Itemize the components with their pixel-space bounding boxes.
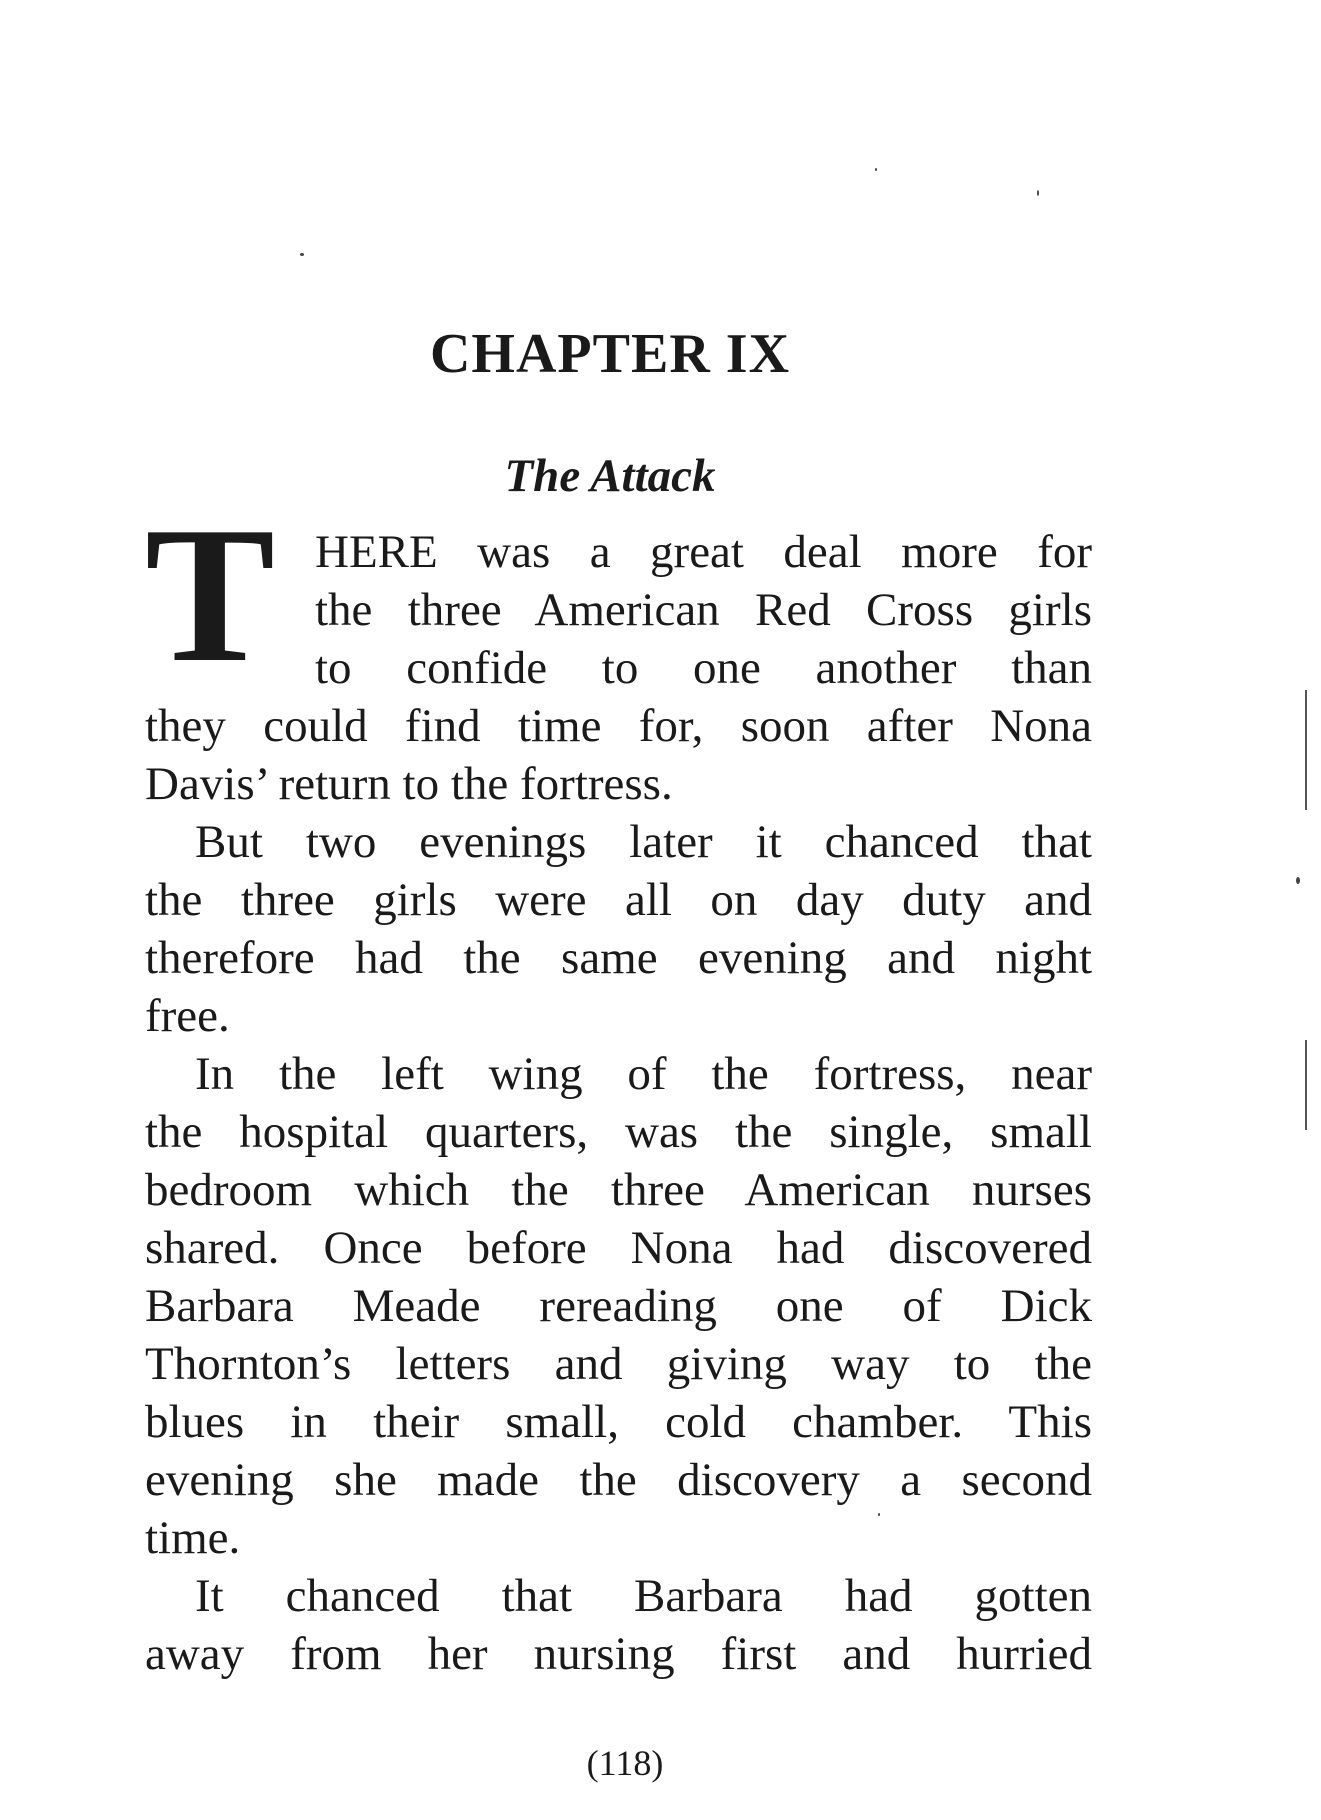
paragraph — [145, 1045, 1092, 1567]
text-line: But two evenings later it chanced that — [195, 816, 1092, 868]
scan-edge-mark — [1305, 690, 1307, 810]
text-line: It chanced that Barbara had gotten — [195, 1570, 1092, 1622]
scan-speck — [875, 168, 877, 171]
chapter-heading: CHAPTER IX — [429, 322, 791, 385]
text-line: therefore had the same evening and night — [145, 932, 1092, 984]
scan-speck — [1037, 190, 1039, 196]
text-line: blues in their small, cold chamber. This — [145, 1396, 1092, 1448]
paragraph — [145, 813, 1092, 1045]
page-number: (118) — [586, 1743, 664, 1783]
text-line: free. — [145, 990, 230, 1042]
scan-edge-mark — [1305, 1040, 1307, 1130]
text-line: the three girls were all on day duty and — [145, 874, 1092, 926]
drop-cap: T — [145, 487, 276, 703]
scan-speck — [878, 1513, 880, 1516]
text-line: the three American Red Cross girls — [315, 584, 1092, 636]
text-line: the hospital quarters, was the single, small — [145, 1106, 1092, 1158]
scan-speck — [1296, 877, 1300, 884]
text-line: Thornton’s letters and giving way to the — [145, 1338, 1092, 1390]
text-line: HERE was a great deal more for — [315, 526, 1092, 578]
text-line: away from her nursing first and hurried — [145, 1628, 1092, 1680]
text-line: Davis’ return to the fortress. — [145, 758, 673, 810]
text-line: In the left wing of the fortress, near — [195, 1048, 1092, 1100]
text-line: they could find time for, soon after Nona — [145, 700, 1092, 752]
paragraph — [145, 523, 1092, 813]
text-line: shared. Once before Nona had discovered — [145, 1222, 1092, 1274]
body-text — [145, 523, 1092, 1683]
text-line: Barbara Meade rereading one of Dick — [145, 1280, 1092, 1332]
text-line: bedroom which the three American nurses — [145, 1164, 1092, 1216]
text-line: time. — [145, 1512, 241, 1564]
scan-speck — [300, 253, 304, 256]
chapter-subtitle: The Attack — [504, 450, 716, 502]
paragraph — [145, 1567, 1092, 1683]
text-line: evening she made the discovery a second — [145, 1454, 1092, 1506]
text-line: to confide to one another than — [315, 642, 1092, 694]
